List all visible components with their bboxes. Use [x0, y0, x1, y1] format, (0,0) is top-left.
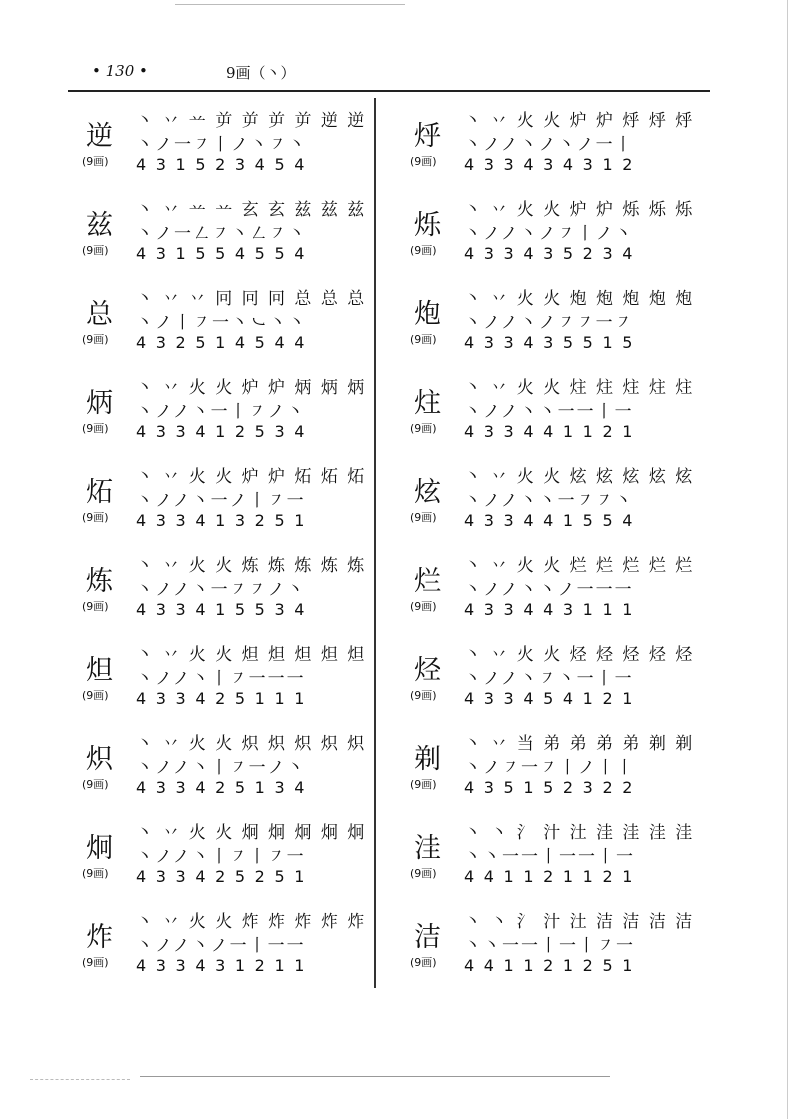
character-entry [82, 632, 382, 721]
bottom-scan-mark [30, 1079, 130, 1080]
entry-character: 烀 [414, 121, 441, 152]
stroke-progression: 丶 丶 氵 汁 汢 洁 洁 洁 洁 [464, 912, 695, 932]
character-entry [82, 899, 382, 988]
character-entry [410, 810, 710, 899]
stroke-count-note: (9画) [82, 956, 109, 969]
stroke-progression: 丶 丷 火 火 炽 炽 炽 炽 炽 [136, 734, 367, 754]
stroke-codes: 441121121 [464, 867, 643, 886]
stroke-codes: 433443111 [464, 600, 643, 619]
stroke-shapes: 丶ノノ丶ノ丶ノ一丨 [464, 135, 634, 155]
character-entry [82, 98, 382, 187]
stroke-progression: 丶 丷 丷 冋 冋 冋 总 总 总 [136, 289, 367, 309]
entry-character: 剃 [414, 744, 441, 775]
stroke-shapes: 丶ノノ丶一丨㇇ノ丶 [136, 402, 306, 422]
character-entry [82, 365, 382, 454]
stroke-codes: 431523454 [136, 155, 315, 174]
header-rule [68, 90, 710, 92]
stroke-shapes: 丶ノ一㇇丨ノ丶㇇丶 [136, 135, 307, 155]
stroke-progression: 丶 丷 火 火 炉 炉 烀 烀 烀 [464, 111, 695, 131]
stroke-count-note: (9画) [410, 333, 437, 346]
stroke-codes: 433434312 [464, 155, 643, 174]
entry-character: 总 [86, 299, 113, 330]
entry-character: 烃 [414, 655, 441, 686]
stroke-progression: 丶 丷 䒑 䒑 玄 玄 兹 兹 兹 [136, 200, 367, 220]
stroke-codes: 433415534 [136, 600, 315, 619]
stroke-shapes: 丶ノノ丶丶一一丨一 [464, 402, 634, 422]
stroke-count-note: (9画) [410, 867, 437, 880]
character-entry [410, 276, 710, 365]
stroke-shapes: 丶ノノ丶㇇丶一丨一 [464, 669, 634, 689]
stroke-progression: 丶 丶 氵 汁 汢 洼 洼 洼 洼 [464, 823, 695, 843]
stroke-shapes: 丶ノノ丶丨㇇丨㇇一 [136, 847, 306, 867]
stroke-progression: 丶 丷 火 火 炟 炟 炟 炟 炟 [136, 645, 367, 665]
stroke-codes: 433413251 [136, 511, 315, 530]
stroke-codes: 433435234 [464, 244, 643, 263]
stroke-shapes: 丶ノノ丶一㇇㇇ノ丶 [136, 580, 306, 600]
character-entry [82, 276, 382, 365]
stroke-codes: 441121251 [464, 956, 643, 975]
stroke-codes: 435152322 [464, 778, 643, 797]
stroke-codes: 433412534 [136, 422, 315, 441]
character-entry [82, 187, 382, 276]
character-entry [410, 721, 710, 810]
character-entry [410, 899, 710, 988]
stroke-count-note: (9画) [82, 422, 109, 435]
stroke-count-note: (9画) [82, 244, 109, 257]
character-entry [410, 98, 710, 187]
section-title: 9画（丶） [226, 64, 296, 82]
stroke-progression: 丶 丷 火 火 炮 炮 炮 炮 炮 [464, 289, 695, 309]
page-number: • 130 • [92, 62, 148, 80]
entry-character: 炳 [86, 388, 113, 419]
character-entry [410, 454, 710, 543]
stroke-count-note: (9画) [410, 244, 437, 257]
character-entry [410, 543, 710, 632]
stroke-count-note: (9画) [410, 689, 437, 702]
stroke-progression: 丶 丷 䒑 屰 屰 屰 屰 逆 逆 [136, 111, 367, 131]
stroke-shapes: 丶ノノ丶ノ一丨一一 [136, 936, 306, 956]
stroke-count-note: (9画) [410, 778, 437, 791]
stroke-shapes: 丶ノノ丶丶一㇇㇇丶 [464, 491, 634, 511]
page-edge [787, 0, 788, 1119]
entry-character: 炸 [86, 922, 113, 953]
stroke-shapes: 丶ノノ丶丶ノ一一一 [464, 580, 634, 600]
stroke-count-note: (9画) [82, 155, 109, 168]
stroke-codes: 433425251 [136, 867, 315, 886]
character-entry [82, 543, 382, 632]
entry-character: 炮 [414, 299, 441, 330]
stroke-count-note: (9画) [410, 155, 437, 168]
character-entry [82, 810, 382, 899]
stroke-shapes: 丶丶一一丨一一丨一 [464, 847, 635, 867]
stroke-shapes: 丶ノ一㇜㇇丶㇜㇇丶 [136, 224, 307, 244]
stroke-progression: 丶 丷 火 火 炫 炫 炫 炫 炫 [464, 467, 695, 487]
character-entry [410, 187, 710, 276]
stroke-count-note: (9画) [82, 867, 109, 880]
stroke-codes: 433425111 [136, 689, 315, 708]
stroke-count-note: (9画) [410, 422, 437, 435]
entry-character: 炟 [86, 655, 113, 686]
character-entry [410, 365, 710, 454]
entry-character: 烂 [414, 566, 441, 597]
bottom-rule [140, 1076, 610, 1077]
entry-character: 洼 [414, 833, 441, 864]
stroke-codes: 433441554 [464, 511, 643, 530]
stroke-progression: 丶 丷 火 火 炉 炉 烁 烁 烁 [464, 200, 695, 220]
stroke-progression: 丶 丷 火 火 炉 炉 炻 炻 炻 [136, 467, 367, 487]
entry-character: 炷 [414, 388, 441, 419]
stroke-shapes: 丶ノノ丶一ノ丨㇇一 [136, 491, 306, 511]
stroke-progression: 丶 丷 火 火 炸 炸 炸 炸 炸 [136, 912, 367, 932]
stroke-count-note: (9画) [82, 511, 109, 524]
stroke-progression: 丶 丷 火 火 烂 烂 烂 烂 烂 [464, 556, 695, 576]
stroke-count-note: (9画) [410, 600, 437, 613]
stroke-codes: 433435515 [464, 333, 643, 352]
stroke-progression: 丶 丷 当 弟 弟 弟 弟 剃 剃 [464, 734, 695, 754]
stroke-progression: 丶 丷 火 火 烃 烃 烃 烃 烃 [464, 645, 695, 665]
stroke-codes: 433454121 [464, 689, 643, 708]
stroke-count-note: (9画) [410, 956, 437, 969]
stroke-count-note: (9画) [82, 689, 109, 702]
stroke-codes: 433441121 [464, 422, 643, 441]
stroke-shapes: 丶ノ丨㇇一丶㇃丶丶 [136, 313, 307, 333]
page-header [78, 60, 718, 86]
stroke-shapes: 丶ノノ丶ノ㇇丨ノ丶 [464, 224, 634, 244]
entry-character: 炽 [86, 744, 113, 775]
stroke-progression: 丶 丷 火 火 炉 炉 炳 炳 炳 [136, 378, 367, 398]
stroke-count-note: (9画) [82, 778, 109, 791]
stroke-codes: 431554554 [136, 244, 315, 263]
stroke-codes: 433431211 [136, 956, 315, 975]
entry-character: 炻 [86, 477, 113, 508]
character-entry [82, 454, 382, 543]
entry-character: 兹 [86, 210, 113, 241]
entry-character: 炼 [86, 566, 113, 597]
stroke-progression: 丶 丷 火 火 炯 炯 炯 炯 炯 [136, 823, 367, 843]
character-entry [82, 721, 382, 810]
stroke-shapes: 丶丶一一丨一丨㇇一 [464, 936, 635, 956]
stroke-shapes: 丶ノノ丶丨㇇一一一 [136, 669, 306, 689]
right-column [410, 98, 710, 988]
character-entry [410, 632, 710, 721]
stroke-count-note: (9画) [82, 600, 109, 613]
stroke-shapes: 丶ノ㇇一㇇丨ノ丨丨 [464, 758, 635, 778]
stroke-shapes: 丶ノノ丶ノ㇇㇇一㇇ [464, 313, 634, 333]
top-scan-rule [175, 4, 405, 5]
stroke-progression: 丶 丷 火 火 炷 炷 炷 炷 炷 [464, 378, 695, 398]
stroke-progression: 丶 丷 火 火 炼 炼 炼 炼 炼 [136, 556, 367, 576]
stroke-codes: 433425134 [136, 778, 315, 797]
entry-character: 逆 [86, 121, 113, 152]
stroke-count-note: (9画) [82, 333, 109, 346]
left-column [82, 98, 382, 988]
stroke-codes: 432514544 [136, 333, 315, 352]
stroke-shapes: 丶ノノ丶丨㇇一ノ丶 [136, 758, 306, 778]
entry-character: 炫 [414, 477, 441, 508]
stroke-count-note: (9画) [410, 511, 437, 524]
entry-character: 炯 [86, 833, 113, 864]
entry-character: 烁 [414, 210, 441, 241]
entry-character: 洁 [414, 922, 441, 953]
